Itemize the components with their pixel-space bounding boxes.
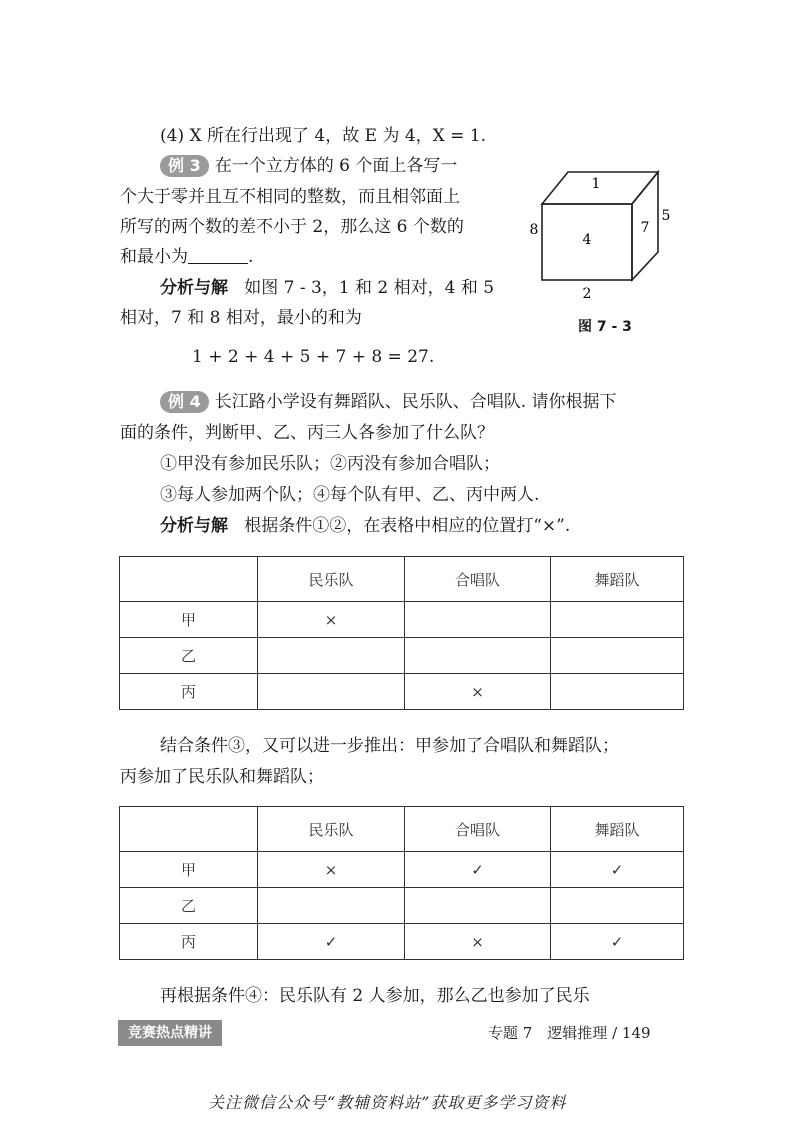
table-1 [119, 556, 684, 710]
cube-label-right: 7 [640, 220, 650, 236]
table-2-header-hechang: 合唱队 [405, 807, 551, 852]
example-3-line-4 [120, 245, 253, 269]
table-2-cell: ✓ [258, 924, 405, 960]
table-1-cell [258, 638, 405, 674]
analysis-label-4: 分析与解 [160, 516, 228, 536]
table-1-cell [258, 674, 405, 710]
example-3-end: . [248, 247, 254, 267]
table-row [120, 852, 684, 888]
table-1-cell [551, 674, 684, 710]
table-1-header-wudao: 舞蹈队 [551, 557, 684, 602]
mid-text-line-2: 丙参加了民乐队和舞蹈队； [120, 767, 324, 787]
table-2-cell: ✓ [551, 924, 684, 960]
analysis-3-text-1: 如图 7 - 3，1 和 2 相对，4 和 5 [244, 278, 495, 298]
analysis-4-line [160, 514, 570, 538]
cube-label-left: 8 [529, 222, 539, 238]
table-1-cell [405, 638, 551, 674]
table-1-cell [405, 602, 551, 638]
table-2-cell [258, 888, 405, 924]
table-2-row-label: 丙 [120, 924, 258, 960]
cube-label-back: 5 [661, 208, 671, 224]
figure-caption: 图 7 - 3 [578, 319, 632, 335]
example-3-line-2: 个大于零并且互不相同的整数，而且相邻面上 [120, 187, 460, 207]
paragraph-case-4: (4) X 所在行出现了 4，故 E 为 4，X = 1. [160, 126, 487, 146]
table-1-header-corner [120, 557, 258, 602]
table-row [120, 888, 684, 924]
watermark-text: 关注微信公众号“教辅资料站”获取更多学习资料 [208, 1093, 567, 1112]
example-3-text-1: 在一个立方体的 6 个面上各写一 [214, 156, 458, 176]
table-2-cell [551, 888, 684, 924]
analysis-3-line-2: 相对，7 和 8 相对，最小的和为 [120, 308, 362, 328]
cube-label-bottom: 2 [582, 286, 592, 302]
mid-text-line-1: 结合条件③，又可以进一步推出：甲参加了合唱队和舞蹈队； [160, 736, 619, 756]
analysis-3-line-1 [160, 276, 494, 300]
table-1-header-row [120, 557, 684, 602]
example-4-cond-1: ①甲没有参加民乐队；②丙没有参加合唱队； [160, 454, 500, 474]
footer-series-badge: 竞赛热点精讲 [118, 1020, 222, 1046]
cube-label-top: 1 [591, 176, 601, 192]
analysis-label: 分析与解 [160, 278, 228, 298]
answer-blank [188, 245, 248, 264]
table-2-header-corner [120, 807, 258, 852]
table-row [120, 638, 684, 674]
example-4-badge: 例 4 [160, 391, 209, 413]
example-3-text-4: 和最小为 [120, 247, 188, 267]
table-2-cell: × [258, 852, 405, 888]
example-4-line-1 [160, 390, 617, 414]
table-2-cell: × [405, 924, 551, 960]
example-4-line-2: 面的条件，判断甲、乙、丙三人各参加了什么队？ [120, 423, 494, 443]
table-2-cell: ✓ [551, 852, 684, 888]
cube-label-front: 4 [582, 232, 592, 248]
example-3-line-3: 所写的两个数的差不小于 2，那么这 6 个数的 [120, 217, 464, 237]
analysis-3-formula: 1 + 2 + 4 + 5 + 7 + 8 = 27. [192, 347, 435, 367]
table-1-cell [551, 638, 684, 674]
table-2-cell: ✓ [405, 852, 551, 888]
table-1-row-label: 甲 [120, 602, 258, 638]
example-3-badge: 例 3 [160, 155, 209, 177]
table-row [120, 924, 684, 960]
table-1-cell: × [258, 602, 405, 638]
example-3-line-1 [160, 154, 457, 178]
table-2-row-label: 甲 [120, 852, 258, 888]
table-row [120, 602, 684, 638]
table-2-cell [405, 888, 551, 924]
table-2-row-label: 乙 [120, 888, 258, 924]
table-1-header-minyue: 民乐队 [258, 557, 405, 602]
cube-figure [520, 162, 680, 312]
analysis-4-text: 根据条件①②，在表格中相应的位置打“×”. [244, 516, 571, 536]
table-row [120, 674, 684, 710]
table-1-row-label: 乙 [120, 638, 258, 674]
table-1-header-hechang: 合唱队 [405, 557, 551, 602]
example-4-cond-2: ③每人参加两个队；④每个队有甲、乙、丙中两人. [160, 485, 540, 505]
table-2-header-minyue: 民乐队 [258, 807, 405, 852]
table-2-header-row [120, 807, 684, 852]
example-4-text-1: 长江路小学设有舞蹈队、民乐队、合唱队. 请你根据下 [214, 392, 617, 412]
footer-page-info: 专题 7 逻辑推理 / 149 [488, 1024, 651, 1042]
table-1-row-label: 丙 [120, 674, 258, 710]
table-1-cell: × [405, 674, 551, 710]
table-2-header-wudao: 舞蹈队 [551, 807, 684, 852]
last-text-line: 再根据条件④：民乐队有 2 人参加，那么乙也参加了民乐 [160, 986, 590, 1006]
table-1-cell [551, 602, 684, 638]
table-2 [119, 806, 684, 960]
